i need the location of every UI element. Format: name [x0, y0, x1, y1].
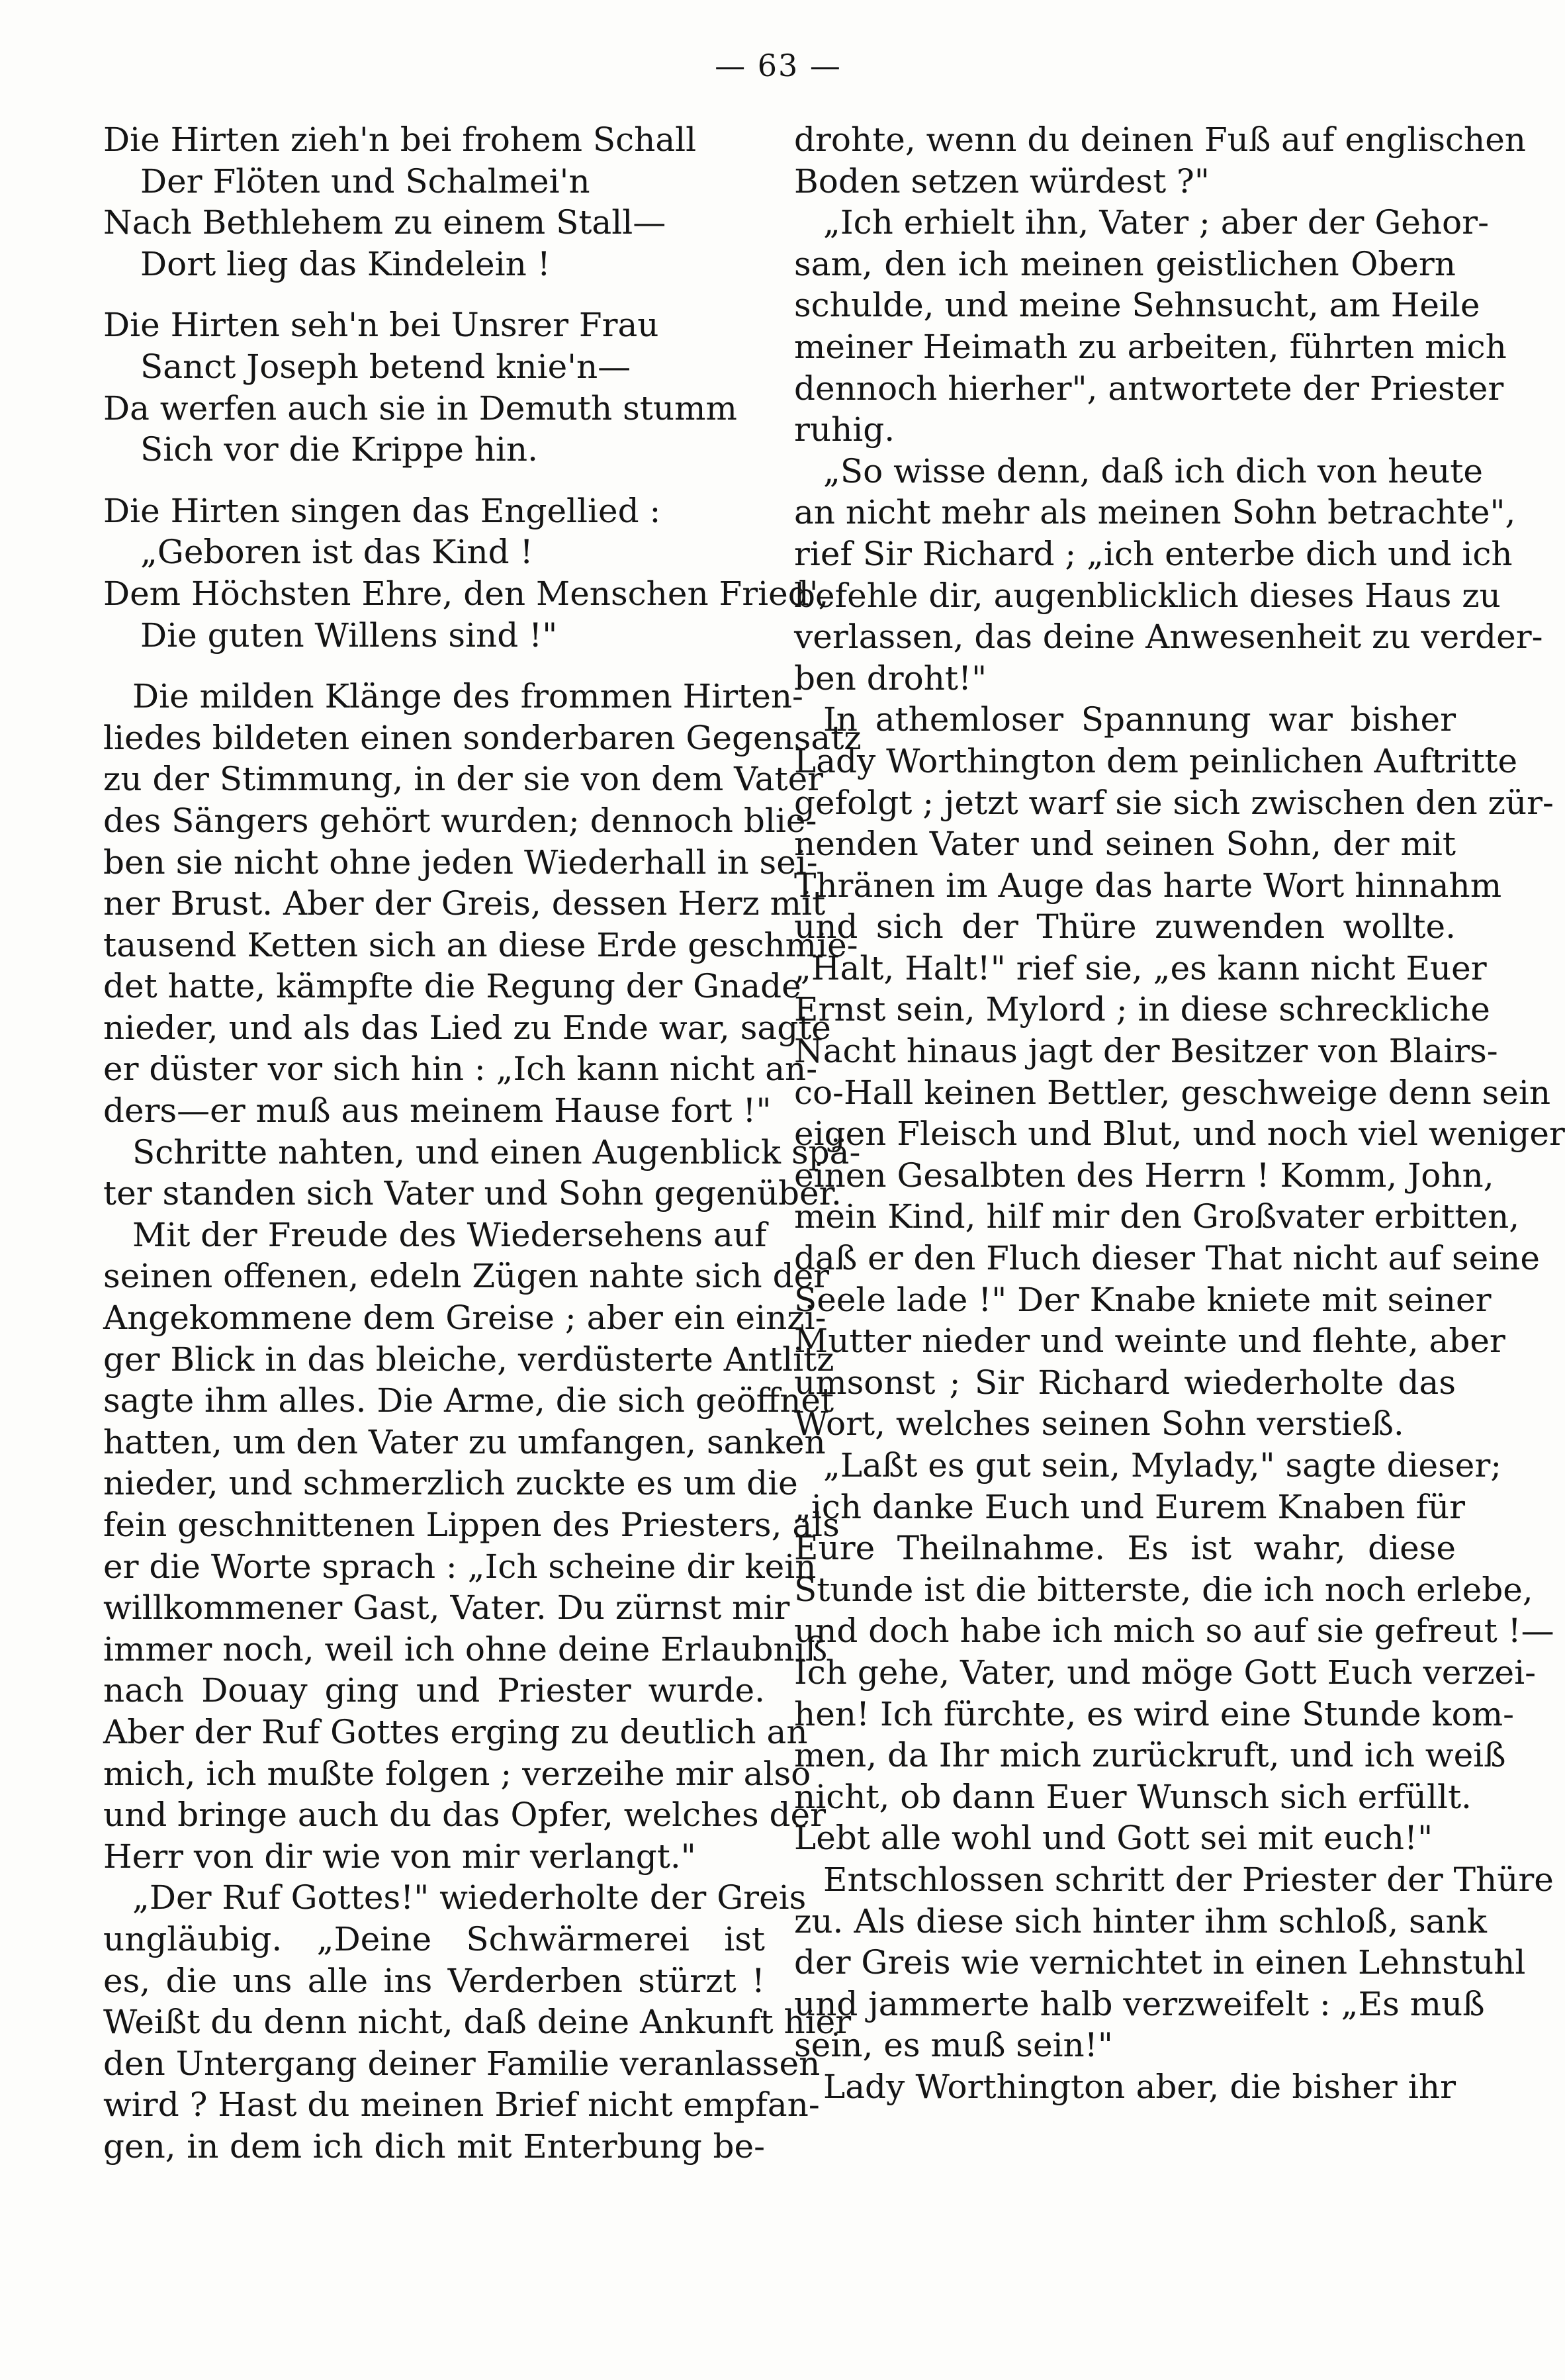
text-line: Mit der Freude des Wiedersehens auf [132, 1215, 767, 1254]
text-line: Die milden Klänge des frommen Hirten- [132, 677, 803, 716]
text-line: seinen offenen, edeln Zügen nahte sich der [103, 1257, 830, 1296]
page-number: — 63 — [715, 48, 842, 83]
text-line: Ich gehe, Vater, und möge Gott Euch verzei- [794, 1653, 1537, 1692]
text-line: schulde, und meine Sehnsucht, am Heile [794, 286, 1480, 325]
text-line: nenden Vater und seinen Sohn, der mit [794, 825, 1456, 864]
text-line: den Untergang deiner Familie veranlassen [103, 2044, 821, 2083]
stanza-gap [103, 471, 765, 490]
verse-line: Die Hirten seh'n bei Unsrer Frau [103, 306, 659, 345]
verse-line: Sanct Joseph betend knie'n— [140, 347, 631, 386]
text-line: sam, den ich meinen geistlichen Obern [794, 244, 1456, 283]
text-line: hen! Ich fürchte, es wird eine Stunde kom- [794, 1694, 1515, 1733]
text-line: ner Brust. Aber der Greis, dessen Herz mit [103, 884, 826, 923]
verse-line: Die Hirten zieh'n bei frohem Schall [103, 120, 697, 159]
verse-line: Dem Höchsten Ehre, den Menschen Fried', [103, 574, 829, 613]
text-line: und bringe auch du das Opfer, welches der [103, 1796, 826, 1835]
stanza-gap [103, 285, 765, 304]
text-line: Stunde ist die bitterste, die ich noch erlebe, [794, 1570, 1533, 1609]
text-line: „Ich erhielt ihn, Vater ; aber der Gehor- [823, 203, 1489, 242]
text-line: Angekommene dem Greise ; aber ein einzi- [103, 1299, 827, 1338]
right-column [794, 119, 1565, 2108]
text-line: mich, ich mußte folgen ; verzeihe mir also [103, 1754, 811, 1793]
verse-line: Die Hirten singen das Engellied : [103, 491, 661, 530]
text-line: nieder, und als das Lied zu Ende war, sagte [103, 1008, 831, 1047]
text-line: der Greis wie vernichtet in einen Lehnstuhl [794, 1943, 1526, 1982]
text-line: er düster vor sich hin : „Ich kann nicht an- [103, 1050, 818, 1089]
text-line: es, die uns alle ins Verderben stürzt ! [103, 1961, 765, 2000]
text-line: Lebt alle wohl und Gott sei mit euch!" [794, 1819, 1433, 1858]
text-line: gen, in dem ich dich mit Enterbung be- [103, 2127, 765, 2166]
text-line: und doch habe ich mich so auf sie gefreut !— [794, 1612, 1554, 1651]
text-line: an nicht mehr als meinen Sohn betrachte", [794, 493, 1516, 532]
section-gap [103, 656, 765, 676]
text-line: Lady Worthington aber, die bisher ihr [823, 2067, 1456, 2106]
text-line: ter standen sich Vater und Sohn gegenüber. [103, 1174, 842, 1213]
text-line: „Der Ruf Gottes!" wiederholte der Greis [132, 1878, 807, 1917]
text-line: ben droht!" [794, 659, 987, 698]
text-line: eigen Fleisch und Blut, und noch viel weniger [794, 1115, 1565, 1154]
text-line: liedes bildeten einen sonderbaren Gegensatz [103, 718, 862, 757]
text-line: befehle dir, augenblicklich dieses Haus zu [794, 576, 1501, 615]
text-line: wird ? Hast du meinen Brief nicht empfan- [103, 2085, 820, 2125]
text-line: Herr von dir wie von mir verlangt." [103, 1837, 696, 1876]
text-line: willkommener Gast, Vater. Du zürnst mir [103, 1588, 790, 1627]
verse-line: Nach Bethlehem zu einem Stall— [103, 203, 666, 242]
text-line: ungläubig. „Deine Schwärmerei ist [103, 1919, 765, 1958]
text-line: mein Kind, hilf mir den Großvater erbitten, [794, 1197, 1520, 1236]
text-line: „Laßt es gut sein, Mylady," sagte dieser; [823, 1446, 1502, 1485]
right-prose [794, 119, 1565, 2108]
verse-line: Der Flöten und Schalmei'n [140, 161, 590, 201]
text-line: zu der Stimmung, in der sie von dem Vater [103, 760, 824, 799]
text-line: Ernst sein, Mylord ; in diese schreckliche [794, 990, 1490, 1029]
text-line: „So wisse denn, daß ich dich von heute [823, 451, 1483, 490]
text-line: sein, es muß sein!" [794, 2026, 1113, 2065]
verse-line: „Geboren ist das Kind ! [140, 533, 533, 572]
text-line: dennoch hierher", antwortete der Priester [794, 369, 1504, 408]
verse-line: Sich vor die Krippe hin. [140, 430, 539, 469]
verse-line: Die guten Willens sind !" [140, 616, 558, 655]
text-line: Aber der Ruf Gottes erging zu deutlich an [103, 1712, 808, 1751]
text-line: Wort, welches seinen Sohn verstieß. [794, 1404, 1404, 1443]
text-line: meiner Heimath zu arbeiten, führten mich [794, 327, 1507, 366]
text-line: Thränen im Auge das harte Wort hinnahm [794, 866, 1502, 905]
text-line: Weißt du denn nicht, daß deine Ankunft hier [103, 2003, 852, 2042]
text-line: und sich der Thüre zuwenden wollte. [794, 907, 1456, 946]
text-line: Boden setzen würdest ?" [794, 161, 1210, 201]
text-line: Lady Worthington dem peinlichen Auftritte [794, 741, 1518, 780]
text-line: Seele lade !" Der Knabe kniete mit seiner [794, 1280, 1492, 1319]
text-line: ders—er muß aus meinem Hause fort !" [103, 1091, 772, 1130]
text-line: daß er den Fluch dieser That nicht auf seine [794, 1239, 1540, 1278]
text-line: fein geschnittenen Lippen des Priesters, als [103, 1506, 840, 1544]
text-line: ruhig. [794, 410, 895, 449]
text-line: ger Blick in das bleiche, verdüsterte Antlitz [103, 1340, 834, 1379]
text-line: „ich danke Euch und Eurem Knaben für [794, 1487, 1466, 1526]
text-line: nicht, ob dann Euer Wunsch sich erfüllt. [794, 1777, 1472, 1816]
left-prose [103, 676, 862, 2167]
text-line: Nacht hinaus jagt der Besitzer von Blairs- [794, 1032, 1498, 1071]
text-line: det hatte, kämpfte die Regung der Gnade [103, 967, 801, 1006]
text-line: umsonst ; Sir Richard wiederholte das [794, 1363, 1456, 1402]
text-line: sagte ihm alles. Die Arme, die sich geöffnet [103, 1381, 834, 1420]
verse-line: Dort lieg das Kindelein ! [140, 244, 551, 283]
text-line: Eure Theilnahme. Es ist wahr, diese [794, 1529, 1456, 1568]
text-line: hatten, um den Vater zu umfangen, sanken [103, 1422, 826, 1461]
text-line: „Halt, Halt!" rief sie, „es kann nicht Euer [794, 948, 1487, 987]
text-line: und jammerte halb verzweifelt : „Es muß [794, 1984, 1485, 2023]
text-line: tausend Ketten sich an diese Erde geschmie- [103, 925, 858, 964]
text-line: drohte, wenn du deinen Fuß auf englischen [794, 120, 1526, 159]
text-line: er die Worte sprach : „Ich scheine dir kein [103, 1547, 817, 1586]
verse-line: Da werfen auch sie in Demuth stumm [103, 389, 737, 428]
text-line: ben sie nicht ohne jeden Wiederhall in sei- [103, 843, 818, 882]
text-line: In athemloser Spannung war bisher [823, 700, 1456, 739]
text-line: rief Sir Richard ; „ich enterbe dich und ich [794, 534, 1513, 573]
text-line: Schritte nahten, und einen Augenblick spä- [132, 1132, 861, 1171]
text-line: co-Hall keinen Bettler, geschweige denn sein [794, 1073, 1551, 1112]
text-line: des Sängers gehört wurden; dennoch blie- [103, 801, 817, 840]
text-line: verlassen, das deine Anwesenheit zu verder- [794, 618, 1543, 657]
text-line: immer noch, weil ich ohne deine Erlaubniß [103, 1629, 828, 1669]
text-line: Entschlossen schritt der Priester der Thüre [823, 1860, 1554, 1899]
text-line: men, da Ihr mich zurückruft, und ich weiß [794, 1736, 1506, 1775]
text-line: nieder, und schmerzlich zuckte es um die [103, 1464, 798, 1503]
text-line: gefolgt ; jetzt warf sie sich zwischen den zür- [794, 783, 1554, 822]
text-line: Mutter nieder und weinte und flehte, aber [794, 1322, 1505, 1361]
text-line: nach Douay ging und Priester wurde. [103, 1671, 765, 1710]
text-line: zu. Als diese sich hinter ihm schloß, sank [794, 1901, 1487, 1941]
text-line: einen Gesalbten des Herrn ! Komm, John, [794, 1156, 1494, 1195]
poem [103, 119, 829, 656]
